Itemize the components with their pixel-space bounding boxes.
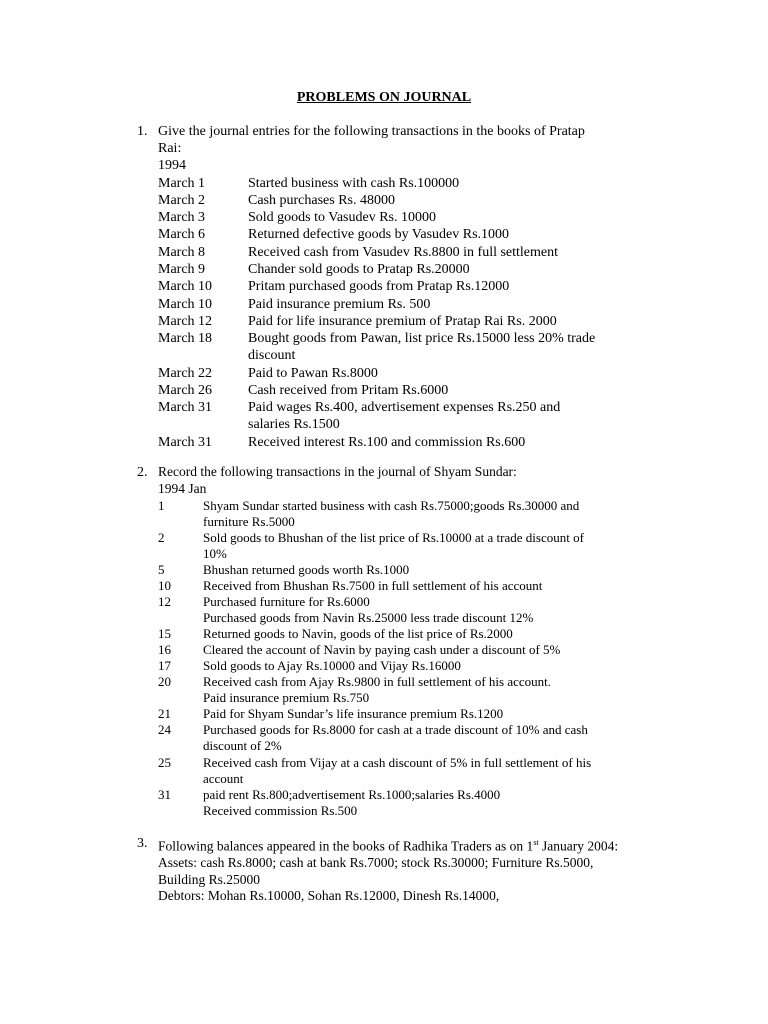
entry-date: March 10: [158, 279, 213, 294]
entry-text: Received interest Rs.100 and commission Rs.600: [248, 435, 526, 450]
entry-text: paid rent Rs.800;advertisement Rs.1000;salaries Rs.4000: [203, 787, 501, 802]
problem-line: Assets: cash Rs.8000; cash at bank Rs.7000; stock Rs.30000; Furniture Rs.5000,: [158, 855, 594, 870]
entry-text: Purchased goods from Navin Rs.25000 less trade discount 12%: [203, 610, 534, 625]
entry-date: 24: [158, 722, 171, 737]
entry-text: salaries Rs.1500: [248, 417, 340, 433]
problem-number: 3.: [137, 836, 148, 851]
entry-text: Paid to Pawan Rs.8000: [248, 366, 378, 381]
entry-date: March 18: [158, 331, 213, 346]
entry-text: Returned defective goods by Vasudev Rs.1000: [248, 227, 510, 242]
entry-text: Received commission Rs.500: [203, 803, 358, 818]
problem-year: 1994 Jan: [158, 480, 207, 496]
entry-date: March 1: [158, 176, 206, 191]
entry-date: March 9: [158, 262, 206, 277]
entry-text: Purchased goods for Rs.8000 for cash at a trade discount of 10% and cash: [203, 722, 588, 737]
entry-text: 10%: [203, 546, 227, 561]
entry-date: 2: [158, 530, 165, 545]
entry-date: March 26: [158, 383, 213, 398]
entry-text: Cash purchases Rs. 48000: [248, 193, 395, 208]
entry-text: Paid wages Rs.400, advertisement expenses Rs.250 and: [248, 400, 561, 415]
entry-text: Received cash from Vasudev Rs.8800 in full settlement: [248, 245, 559, 260]
entry-date: 5: [158, 562, 165, 577]
entry-date: 1: [158, 498, 165, 513]
entry-date: 12: [158, 594, 171, 609]
problem-intro: Rai:: [158, 141, 182, 156]
entry-date: March 10: [158, 297, 213, 312]
entry-date: March 22: [158, 366, 213, 381]
entry-text: Sold goods to Vasudev Rs. 10000: [248, 210, 436, 225]
entry-text: Bhushan returned goods worth Rs.1000: [203, 562, 410, 577]
entry-text: Sold goods to Bhushan of the list price of Rs.10000 at a trade discount of: [203, 530, 584, 545]
entry-text: Received cash from Vijay at a cash discount of 5% in full settlement of his: [203, 755, 592, 770]
entry-date: 31: [158, 787, 171, 802]
problem-line: Building Rs.25000: [158, 871, 261, 887]
problem-number: 1.: [137, 124, 148, 139]
entry-text: account: [203, 771, 244, 786]
entry-date: March 31: [158, 400, 213, 415]
entry-text: Bought goods from Pawan, list price Rs.15000 less 20% trade: [248, 331, 596, 346]
entry-text: discount of 2%: [203, 738, 282, 753]
entry-date: March 6: [158, 227, 206, 242]
entry-text: Received from Bhushan Rs.7500 in full settlement of his account: [203, 578, 543, 593]
entry-date: March 8: [158, 245, 206, 260]
entry-date: 21: [158, 706, 171, 721]
entry-text: Shyam Sundar started business with cash Rs.75000;goods Rs.30000 and: [203, 498, 580, 513]
entry-text: Pritam purchased goods from Pratap Rs.12000: [248, 279, 510, 294]
entry-date: March 3: [158, 210, 206, 225]
entry-date: 15: [158, 626, 171, 641]
entry-date: 20: [158, 674, 171, 689]
entry-date: 16: [158, 642, 171, 657]
entry-text: Paid for life insurance premium of Pratap Rai Rs. 2000: [248, 314, 557, 329]
entry-text: Cash received from Pritam Rs.6000: [248, 383, 449, 398]
entry-text: furniture Rs.5000: [203, 514, 295, 529]
entry-text: Returned goods to Navin, goods of the list price of Rs.2000: [203, 626, 513, 641]
entry-date: March 12: [158, 314, 213, 329]
entry-text: Chander sold goods to Pratap Rs.20000: [248, 262, 470, 277]
entry-text: Paid insurance premium Rs.750: [203, 690, 370, 705]
entry-text: Started business with cash Rs.100000: [248, 176, 460, 191]
entry-date: 10: [158, 578, 171, 593]
entry-date: March 2: [158, 193, 206, 208]
problem-intro: Following balances appeared in the books of Radhika Traders as on 1st January 2004:: [158, 838, 619, 854]
entry-date: March 31: [158, 435, 213, 450]
entry-text: Paid insurance premium Rs. 500: [248, 297, 431, 312]
entry-text: Received cash from Ajay Rs.9800 in full settlement of his account.: [203, 674, 552, 689]
problem-intro: Record the following transactions in the journal of Shyam Sundar:: [158, 464, 517, 479]
entry-text: discount: [248, 348, 296, 364]
entry-text: Purchased furniture for Rs.6000: [203, 594, 370, 609]
entry-text: Sold goods to Ajay Rs.10000 and Vijay Rs.16000: [203, 658, 461, 673]
entry-date: 25: [158, 755, 171, 770]
page-title: PROBLEMS ON JOURNAL: [296, 90, 472, 105]
entry-text: Cleared the account of Navin by paying cash under a discount of 5%: [203, 642, 561, 657]
entry-text: Paid for Shyam Sundar’s life insurance premium Rs.1200: [203, 706, 504, 721]
problem-line: Debtors: Mohan Rs.10000, Sohan Rs.12000, Dinesh Rs.14000,: [158, 888, 500, 903]
entry-date: 17: [158, 658, 171, 673]
problem-number: 2.: [137, 465, 148, 480]
problem-intro: Give the journal entries for the following transactions in the books of Pratap: [158, 124, 585, 139]
problem-year: 1994: [158, 158, 186, 173]
